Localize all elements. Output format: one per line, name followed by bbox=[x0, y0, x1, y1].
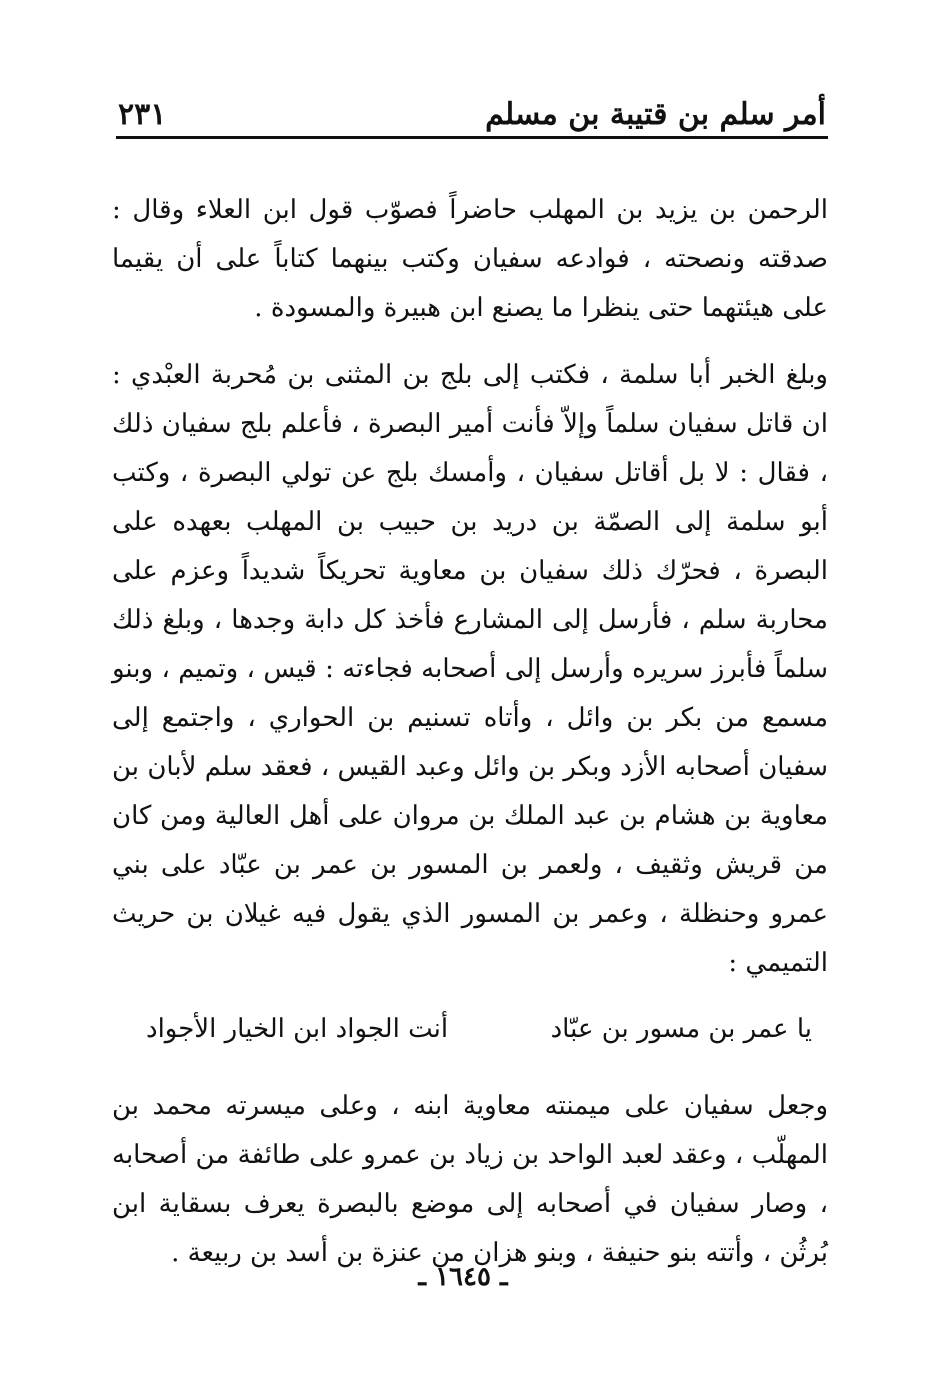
page-number: ٢٣١ bbox=[118, 97, 167, 132]
header-rule bbox=[116, 136, 828, 139]
chapter-title: أمر سلم بن قتيبة بن مسلم bbox=[485, 97, 826, 132]
running-head bbox=[118, 86, 826, 132]
paragraph-1: الرحمن بن يزيد بن المهلب حاضراً فصوّب قول ابن العلاء وقال : صدقته ونصحته ، فوادعه سفيان وكتب بينهما كتاباً على أن يقيما على هيئتهما حتى ينظرا ما يصنع ابن هبيرة والمسودة . bbox=[112, 195, 828, 323]
verse-second-hemistich: أنت الجواد ابن الخيار الأجواد bbox=[146, 1014, 449, 1044]
folio-number: ـ ١٦٤٥ ـ bbox=[418, 1262, 508, 1292]
body-text bbox=[112, 186, 828, 1278]
verse-first-hemistich: يا عمر بن مسور بن عبّاد bbox=[550, 1014, 812, 1044]
poetry-verse bbox=[112, 998, 828, 1060]
paragraph-2: وبلغ الخبر أبا سلمة ، فكتب إلى بلج بن المثنى بن مُحربة العبْدي : ان قاتل سفيان سلماً وإلاّ فأنت أمير البصرة ، فأعلم بلج سفيان ذلك ، فقال : لا بل أقاتل سفيان ، وأمسك بلج عن تولي البصرة ، وكتب أبو سلمة إلى الصمّة بن دريد بن حبيب بن المهلب بعهده على البصرة ، فحرّك ذلك سفيان بن معاوية تحريكاً شديداً وعزم على محاربة سلم ، فأرسل إلى المشارع فأخذ كل دابة وجدها ، وبلغ ذلك سلماً فأبرز سريره وأرسل إلى أصحابه فجاءته : قيس ، وتميم ، وبنو مسمع من بكر بن وائل ، وأتاه تسنيم بن الحواري ، واجتمع إلى سفيان أصحابه الأزد وبكر بن وائل وعبد القيس ، فعقد سلم لأبان بن معاوية بن هشام بن عبد الملك بن مروان على أهل العالية ومن كان من قريش وثقيف ، ولعمر بن المسور بن عمر بن عبّاد على بني عمرو وحنظلة ، وعمر بن المسور الذي يقول فيه غيلان بن حريث التميمي : bbox=[112, 360, 828, 978]
paragraph-3: وجعل سفيان على ميمنته معاوية ابنه ، وعلى ميسرته محمد بن المهلّب ، وعقد لعبد الواحد بن زياد بن عمرو على طائفة من أصحابه ، وصار سفيان في أصحابه إلى موضع بالبصرة يعرف بسقاية ابن بُرثُن ، وأتته بنو حنيفة ، وبنو هزان من عنزة بن أسد بن ربيعة . bbox=[112, 1091, 828, 1268]
